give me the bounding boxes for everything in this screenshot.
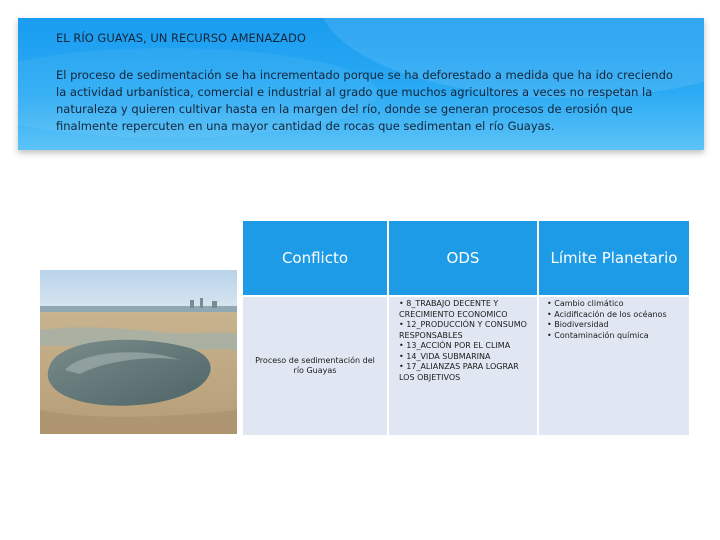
conflicto-text: Proceso de sedimentación del río Guayas: [255, 355, 375, 375]
slide-title: EL RÍO GUAYAS, UN RECURSO AMENAZADO: [56, 31, 306, 45]
cell-ods: [389, 297, 537, 435]
header-limite-planetario: Límite Planetario: [539, 221, 689, 295]
header-ods: ODS: [389, 221, 537, 295]
ods-item: • 17_ALIANZAS PARA LOGRAR LOS OBJETIVOS: [399, 362, 519, 382]
title-banner: [18, 18, 704, 150]
header-conflicto: Conflicto: [243, 221, 387, 295]
limite-item: • Biodiversidad: [547, 320, 609, 329]
cell-limite-planetario: [539, 297, 689, 435]
limite-item: • Contaminación química: [547, 330, 649, 340]
ods-item: • 14_VIDA SUBMARINA: [399, 351, 491, 361]
ods-item: • 13_ACCIÓN POR EL CLIMA: [399, 341, 511, 350]
limite-item: • Cambio climático: [547, 299, 624, 308]
ods-item: • 8_TRABAJO DECENTE Y CRECIMIENTO ECONOMICO: [399, 299, 508, 319]
conflict-table: [243, 221, 689, 435]
cell-conflicto: [243, 297, 387, 435]
slide-paragraph: El proceso de sedimentación se ha incrementado porque se ha deforestado a medida que ha ido creciendo la actividad urbanística, comercial e industrial al grado que muchos agricultores a veces no respetan la naturaleza y quieren cultivar hasta en la margen del río, donde se generan procesos de erosión que finalmente repercuten en una mayor cantidad de rocas que sedimentan el río Guayas.: [56, 68, 673, 133]
limite-item: • Acidificación de los océanos: [547, 309, 667, 319]
river-photo: [40, 270, 237, 434]
ods-item: • 12_PRODUCCIÓN Y CONSUMO RESPONSABLES: [399, 320, 527, 340]
river-photo-image: [40, 270, 237, 434]
